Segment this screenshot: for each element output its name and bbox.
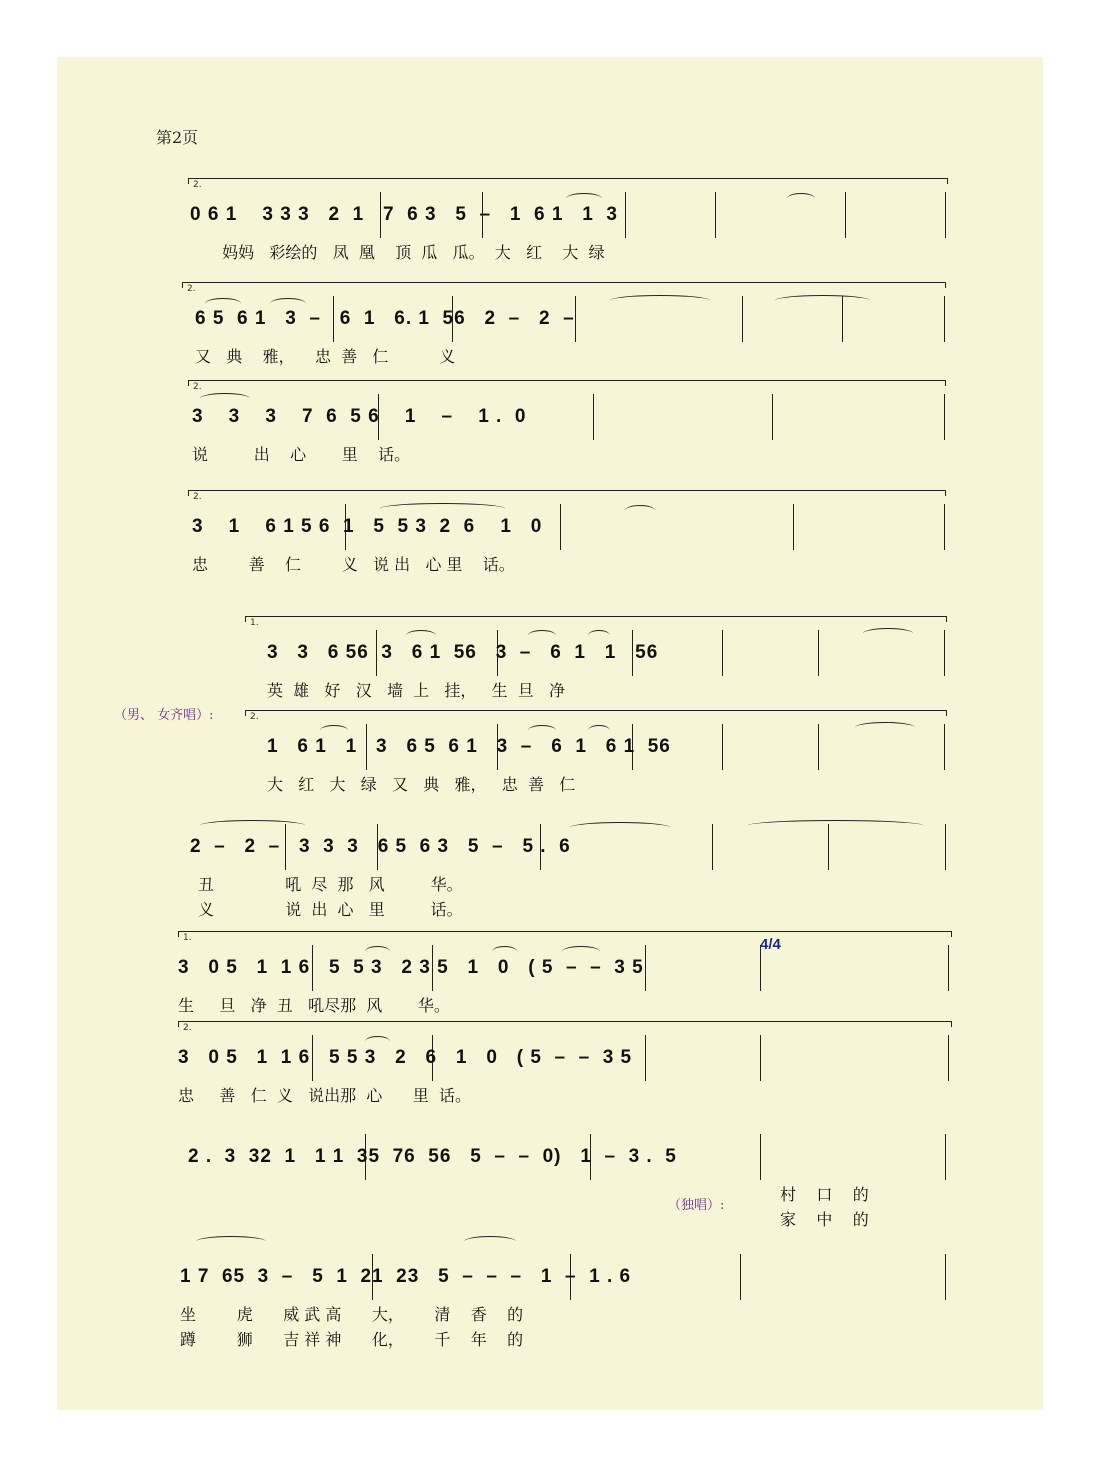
jianpu-notes: 3 0 5 1 1 6 5 5 3 2 6 1 0 ( 5 – – 3 5 [178,1047,633,1068]
volta-number: 1. [250,618,259,628]
slur-mark [748,820,923,831]
slur-mark [196,1236,266,1247]
jianpu-notes: 3 3 6 56 3 6 1 56 3 – 6 1 1 56 [267,642,659,663]
barline [945,824,946,870]
barline [760,1035,761,1081]
volta-number: 2. [193,180,202,190]
barline [645,945,646,991]
slur-mark [270,298,306,309]
volta-bracket [188,380,946,392]
volta-bracket [188,490,946,502]
score-row [0,282,1100,392]
slur-mark [855,722,915,733]
score-row [0,1240,1100,1350]
lyric-line: 村 口 的 [780,1185,869,1204]
barline [948,945,949,991]
barline [845,192,846,238]
barline [625,192,626,238]
score-row [0,1120,1100,1230]
lyric-line: 妈妈 彩绘的 凤 凰 顶 瓜 瓜。 大 红 大 绿 [212,243,605,262]
barline [945,192,946,238]
barline [593,394,594,440]
barline [645,1035,646,1081]
barline [760,1134,761,1180]
score-row [0,1021,1100,1131]
slur-mark [588,630,610,641]
barline [944,394,945,440]
volta-number: 1. [183,933,192,943]
slur-mark [566,193,602,204]
jianpu-notes: 0 6 1 3 3 3 2 1 7 6 3 5 – 1 6 1 1 3 [190,204,618,225]
barline [712,824,713,870]
slur-mark [528,725,556,736]
score-row [0,178,1100,288]
slur-mark [200,820,305,831]
lyric-line: 大 红 大 绿 又 典 雅， 忠 善 仁 [267,775,576,794]
lyric-line: 蹲 狮 吉 祥 神 化， 千 年 的 [180,1330,524,1349]
slur-mark [775,295,870,306]
slur-mark [787,193,815,204]
volta-number: 2. [183,1023,192,1033]
volta-number: 2. [187,284,196,294]
volta-number: 2. [250,712,259,722]
lyric-line: 忠 善 仁 义 说 出 心 里 话。 [192,555,515,574]
barline [722,724,723,770]
barline [575,296,576,342]
jianpu-notes: 1 6 1 1 3 6 5 6 1 3 – 6 1 6 1 56 [267,736,671,757]
slur-mark [205,298,241,309]
barline [722,630,723,676]
slur-mark [625,505,655,516]
score-row [0,490,1100,600]
lyric-line: 丑 吼 尽 那 风 华。 [198,875,463,894]
volta-bracket [178,1021,952,1033]
volta-bracket [245,710,947,722]
slur-mark [365,946,390,957]
slur-mark [464,1236,516,1247]
lyric-line: 生 旦 净 丑 吼尽那 风 华。 [178,996,450,1015]
page-number-label: 第2页 [156,128,199,147]
volta-bracket [188,178,948,190]
lyric-line: 又 典 雅， 忠 善 仁 义 [195,347,456,366]
volta-number: 2. [193,492,202,502]
barline [742,296,743,342]
barline [818,630,819,676]
slur-mark [380,503,505,514]
volta-bracket [245,616,947,628]
barline [715,192,716,238]
barline [560,504,561,550]
slur-mark [528,630,556,641]
lyric-line: 说 出 心 里 话。 [192,445,411,464]
slur-mark [200,393,250,404]
slur-mark [570,822,670,833]
volta-number: 2. [193,382,202,392]
jianpu-notes: 2 – 2 – 3 3 3 6 5 6 3 5 – 5 . 6 [190,836,571,857]
lyric-line: 英 雄 好 汉 墙 上 挂， 生 旦 净 [267,681,566,700]
score-row [0,810,1100,920]
jianpu-notes: 3 0 5 1 1 6 5 5 3 2 3 5 1 0 ( 5 – – 3 5 [178,957,644,978]
volta-bracket [178,931,952,943]
lyric-line: 坐 虎 威 武 高 大， 清 香 的 [180,1305,524,1324]
solo-part-label: （独唱）: [668,1198,725,1213]
jianpu-notes: 6 5 6 1 3 – 6 1 6. 1 56 2 – 2 – [195,308,575,329]
jianpu-notes: 1 7 65 3 – 5 1 21 23 5 – – – 1 – 1 . 6 [180,1266,632,1287]
barline [945,1254,946,1300]
barline [944,296,945,342]
barline [945,1134,946,1180]
jianpu-notes: 3 1 6 1 5 6 1 5 5 3 2 6 1 0 [192,516,543,537]
barline [948,1035,949,1081]
lyric-line: 义 说 出 心 里 话。 [198,900,463,919]
jianpu-notes: 2 . 3 32 1 1 1 35 76 56 5 – – 0) 1 – 3 . 5 [188,1146,677,1167]
barline [944,630,945,676]
slur-mark [406,630,436,641]
slur-mark [492,946,517,957]
slur-mark [320,725,348,736]
time-signature: 4/4 [760,936,781,953]
lyric-line: 忠 善 仁 义 说出那 心 里 话。 [178,1086,471,1105]
barline [944,504,945,550]
jianpu-notes: 3 3 3 7 6 5 6 1 – 1 . 0 [192,406,527,427]
barline [944,724,945,770]
slur-mark [562,946,600,957]
barline [818,724,819,770]
score-row [0,380,1100,490]
volta-bracket [182,282,946,294]
slur-mark [588,725,610,736]
slur-mark [610,295,710,306]
barline [772,394,773,440]
ensemble-part-label: （男、 女齐唱）: [114,708,214,723]
slur-mark [365,1036,390,1047]
barline [793,504,794,550]
barline [740,1254,741,1300]
slur-mark [863,628,913,639]
lyric-line: 家 中 的 [780,1210,869,1229]
